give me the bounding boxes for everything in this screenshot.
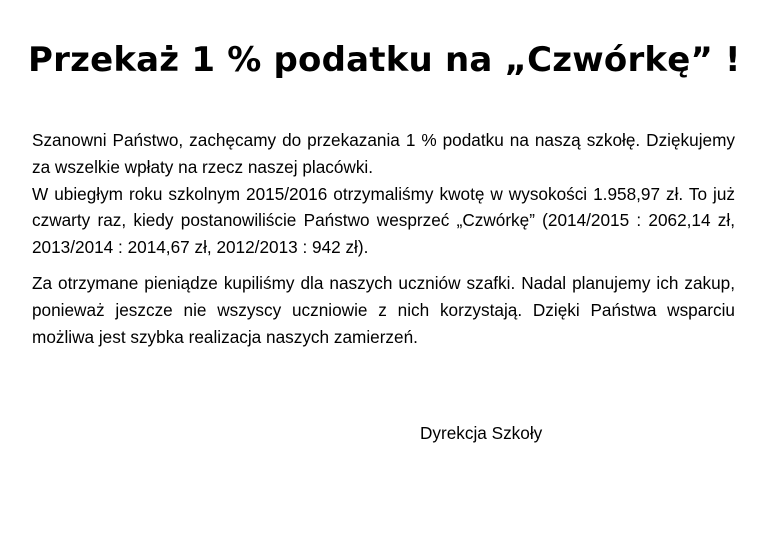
page-title: Przekaż 1 % podatku na „Czwórkę” ! [28,40,741,80]
letter-body [32,127,735,350]
paragraph-thanks-text: Szanowni Państwo, zachęcamy do przekazania 1 % podatku na naszą szkołę. Dziękujemy za wszelkie wpłaty na rzecz naszej placówki. [32,130,735,177]
paragraph-amounts-text: W ubiegłym roku szkolnym 2015/2016 otrzymaliśmy kwotę w wysokości 1.958,97 zł. To już czwarty raz, kiedy postanowiliście Państwo wesprzeć „Czwórkę” (2014/2015 : 2062,14 zł, 2013/2014 : 2014,67 zł, 2012/2013 : 942 zł). [32,183,735,258]
paragraph-donation-info [32,127,735,261]
signature: Dyrekcja Szkoły [420,423,543,443]
paragraph-purchases: Za otrzymane pieniądze kupiliśmy dla naszych uczniów szafki. Nadal planujemy ich zakup, ponieważ jeszcze nie wszyscy uczniowie z nich korzystają. Dzięki Państwa wsparciu możliwa jest szybka realizacja naszych zamierzeń. [32,272,735,347]
